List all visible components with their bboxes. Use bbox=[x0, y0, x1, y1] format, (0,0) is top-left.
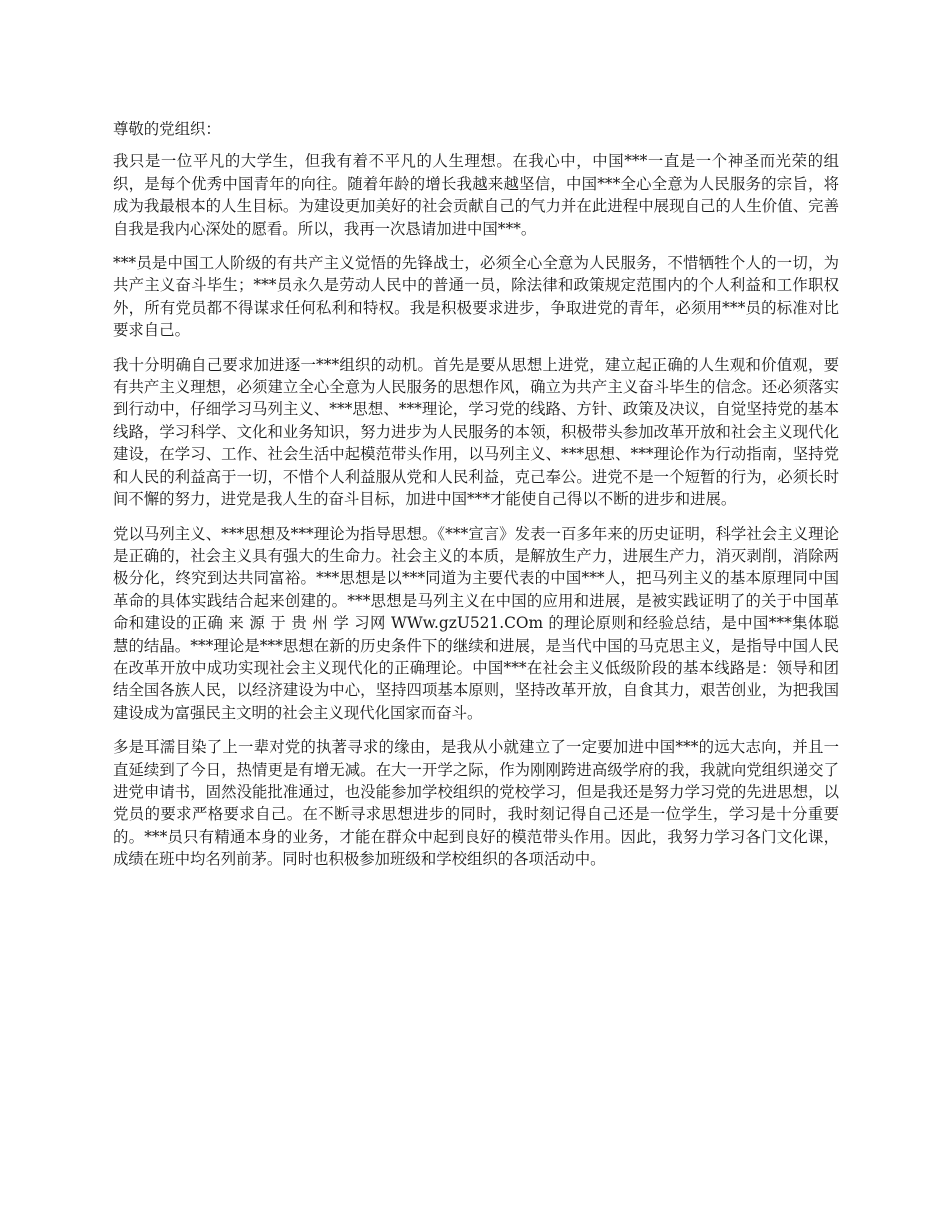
document-body bbox=[113, 118, 839, 883]
paragraph-4: 党以马列主义、***思想及***理论为指导思想。《***宣言》发表一百多年来的历史证明，科学社会主义理论是正确的，社会主义具有强大的生命力。社会主义的本质，是解放生产力，进展生产力，消灭剥削，消除两极分化，终究到达共同富裕。***思想是以***同道为主要代表的中国***人，把马列主义的基本原理同中国革命的具体实践结合起来创建的。***思想是马列主义在中国的应用和进展，是被实践证明了的关于中国革命和建设的正确 来 源 于 贵 州 学 习网 WWw.gzU521.COm 的理论原则和经验总结，是中国***集体聪慧的结晶。***理论是***思想在新的历史条件下的继续和进展，是当代中国的马克思主义，是指导中国人民在改革开放中成功实现社会主义现代化的正确理论。中国***在社会主义低级阶段的基本线路是：领导和团结全国各族人民，以经济建设为中心，坚持四项基本原则，坚持改革开放，自食其力，艰苦创业，为把我国建设成为富强民主文明的社会主义现代化国家而奋斗。 bbox=[113, 524, 839, 722]
salutation: 尊敬的党组织： bbox=[113, 120, 221, 138]
paragraph-2: ***员是中国工人阶级的有共产主义觉悟的先锋战士，必须全心全意为人民服务，不惜牺牲个人的一切，为共产主义奋斗毕生；***员永久是劳动人民中的普通一员，除法律和政策规定范围内的个人利益和工作职权外，所有党员都不得谋求任何私利和特权。我是积极要求进步，争取进党的青年，必须用***员的标准对比要求自己。 bbox=[113, 254, 839, 340]
paragraph-3: 我十分明确自己要求加进逐一***组织的动机。首先是要从思想上进党，建立起正确的人生观和价值观，要有共产主义理想，必须建立全心全意为人民服务的思想作风，确立为共产主义奋斗毕生的信念。还必须落实到行动中，仔细学习马列主义、***思想、***理论，学习党的线路、方针、政策及决议，自觉坚持党的基本线路，学习科学、文化和业务知识，努力进步为人民服务的本领，积极带头参加改革开放和社会主义现代化建设，在学习、工作、社会生活中起模范带头作用，以马列主义、***思想、***理论作为行动指南，坚持党和人民的利益高于一切，不惜个人利益服从党和人民利益，克己奉公。进党不是一个短暂的行为，必须长时间不懈的努力，进党是我人生的奋斗目标，加进中国***才能使自己得以不断的进步和进展。 bbox=[113, 355, 839, 509]
paragraph-1: 我只是一位平凡的大学生，但我有着不平凡的人生理想。在我心中，中国***一直是一个神圣而光荣的组织，是每个优秀中国青年的向往。随着年龄的增长我越来越坚信，中国***全心全意为人民服务的宗旨，将成为我最根本的人生目标。为建设更加美好的社会贡献自己的气力并在此进程中展现自己的人生价值、完善自我是我内心深处的愿看。所以，我再一次恳请加进中国***。 bbox=[113, 152, 839, 238]
paragraph-5: 多是耳濡目染了上一辈对党的执著寻求的缘由，是我从小就建立了一定要加进中国***的远大志向，并且一直延续到了今日，热情更是有增无减。在大一开学之际，作为刚刚跨进高级学府的我，我就向党组织递交了进党申请书，固然没能批准通过，也没能参加学校组织的党校学习，但是我还是努力学习党的先进思想，以党员的要求严格要求自己。在不断寻求思想进步的同时，我时刻记得自己还是一位学生，学习是十分重要的。***员只有精通本身的业务，才能在群众中起到良好的模范带头作用。因此，我努力学习各门文化课，成绩在班中均名列前茅。同时也积极参加班级和学校组织的各项活动中。 bbox=[113, 738, 839, 869]
